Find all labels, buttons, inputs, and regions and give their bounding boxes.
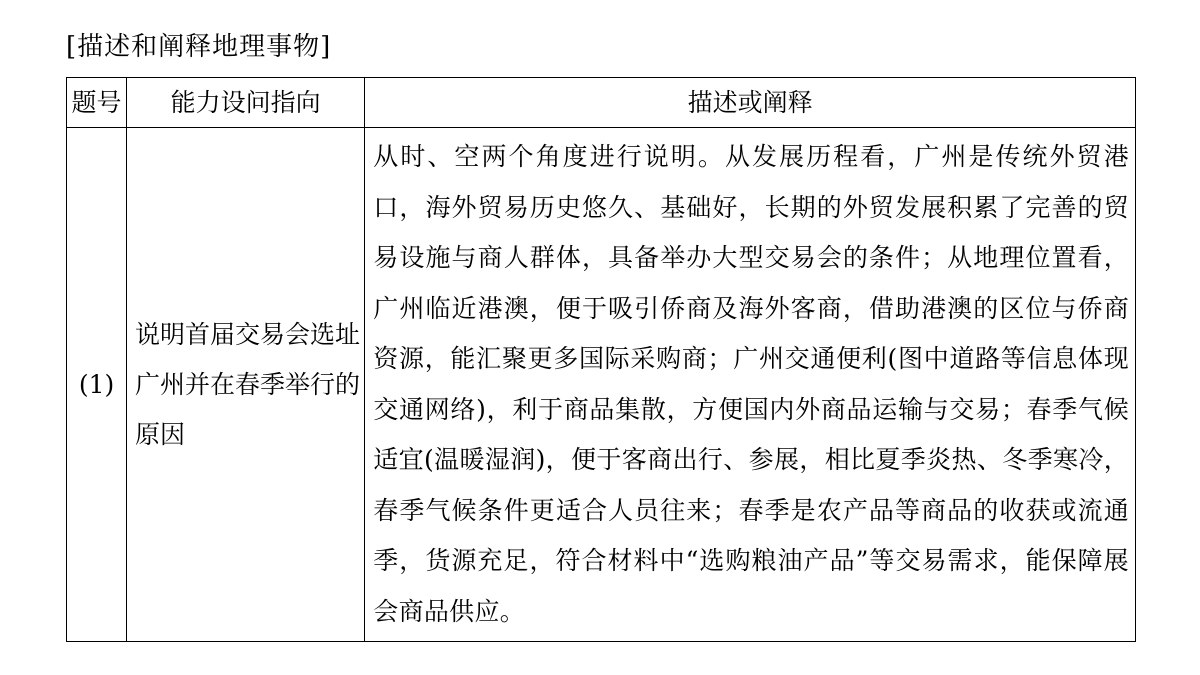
section-heading: [描述和阐释地理事物] bbox=[66, 32, 332, 62]
header-description: 描述或阐释 bbox=[365, 78, 1136, 128]
header-question-number: 题号 bbox=[67, 78, 127, 128]
table-header-row bbox=[67, 78, 1136, 128]
header-ability-direction: 能力设问指向 bbox=[127, 78, 365, 128]
ability-direction-cell: 说明首届交易会选址广州并在春季举行的原因 bbox=[127, 128, 365, 642]
question-number-cell: (1) bbox=[67, 128, 127, 642]
answer-table bbox=[66, 77, 1136, 642]
description-cell: 从时、空两个角度进行说明。从发展历程看，广州是传统外贸港口，海外贸易历史悠久、基础好，长期的外贸发展积累了完善的贸易设施与商人群体，具备举办大型交易会的条件；从地理位置看，广州临近港澳，便于吸引侨商及海外客商，借助港澳的区位与侨商资源，能汇聚更多国际采购商；广州交通便利(图中道路等信息体现交通网络)，利于商品集散，方便国内外商品运输与交易；春季气候适宜(温暖湿润)，便于客商出行、参展，相比夏季炎热、冬季寒冷，春季气候条件更适合人员往来；春季是农产品等商品的收获或流通季，货源充足，符合材料中“选购粮油产品”等交易需求，能保障展会商品供应。 bbox=[365, 128, 1136, 642]
table-row bbox=[67, 128, 1136, 642]
